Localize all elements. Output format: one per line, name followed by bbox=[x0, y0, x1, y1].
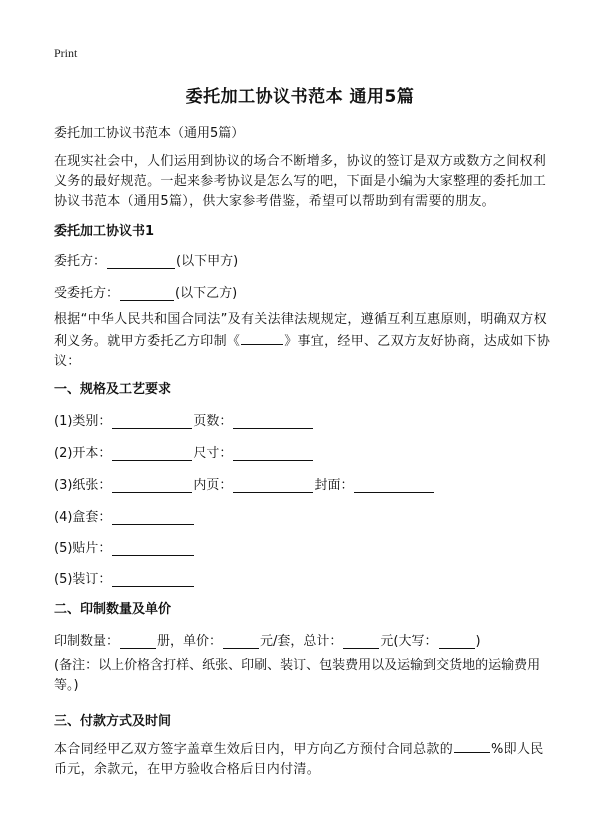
spec-heading: 一、规格及工艺要求 bbox=[54, 382, 172, 397]
box-blank bbox=[112, 510, 194, 525]
inner-blank bbox=[233, 478, 313, 493]
category-blank bbox=[112, 414, 192, 429]
payment-text-1: 本合同经甲乙双方签字盖章生效后日内，甲方向乙方预付合同总款的 bbox=[54, 742, 454, 757]
sticker-label: (5)贴片： bbox=[54, 541, 112, 556]
preamble-text-1: 根据“中华人民共和国合同法”及有关法律法规规定，遵循互利互惠原则，明确双方权利义务。就甲方委托乙方印制《 bbox=[54, 312, 547, 349]
cover-blank bbox=[354, 478, 434, 493]
yuan-caps-label: 元(大写： bbox=[380, 634, 438, 649]
category-label: (1)类别： bbox=[54, 414, 112, 429]
percent-blank bbox=[454, 738, 490, 753]
preamble-paragraph bbox=[54, 310, 554, 372]
caps-amount-blank bbox=[439, 634, 475, 649]
payment-heading: 三、付款方式及时间 bbox=[54, 714, 172, 729]
party-a-line bbox=[54, 250, 238, 269]
spec-row-6 bbox=[54, 568, 195, 587]
party-a-label: 委托方： bbox=[54, 254, 107, 269]
price-note: (备注：以上价格含打样、纸张、印刷、装订、包装费用以及运输到交货地的运输费用等。) bbox=[54, 658, 541, 693]
size-blank bbox=[233, 446, 313, 461]
spec-row-3 bbox=[54, 474, 435, 493]
close-paren: ) bbox=[475, 634, 481, 649]
preamble-text-2: 》事宜，经甲、乙双方友好协商，达成如下协议： bbox=[54, 334, 551, 369]
cover-label: 封面： bbox=[314, 478, 354, 493]
spec-row-1 bbox=[54, 410, 314, 429]
format-label: (2)开本： bbox=[54, 446, 112, 461]
page-title: 委托加工协议书范本 通用5篇 bbox=[185, 87, 415, 107]
document-subtitle: 委托加工协议书范本（通用5篇） bbox=[54, 126, 245, 141]
party-b-label: 受委托方： bbox=[54, 286, 120, 301]
binding-blank bbox=[112, 572, 194, 587]
book-title-blank bbox=[241, 330, 283, 345]
volume-label: 册，单价： bbox=[157, 634, 223, 649]
paper-blank bbox=[112, 478, 192, 493]
quantity-row bbox=[54, 630, 481, 649]
unit-price-blank bbox=[223, 634, 259, 649]
quantity-blank bbox=[120, 634, 156, 649]
quantity-heading: 二、印制数量及单价 bbox=[54, 602, 172, 617]
format-blank bbox=[112, 446, 192, 461]
party-b-line bbox=[54, 282, 237, 301]
binding-label: (5)装订： bbox=[54, 572, 112, 587]
quantity-label: 印制数量： bbox=[54, 634, 120, 649]
box-label: (4)盒套： bbox=[54, 510, 112, 525]
spec-row-5 bbox=[54, 537, 195, 556]
sticker-blank bbox=[112, 541, 194, 556]
size-label: 尺寸： bbox=[193, 446, 233, 461]
party-b-blank bbox=[120, 286, 174, 301]
print-link[interactable]: Print bbox=[54, 46, 78, 60]
payment-text-2: %即人民币元，余款元，在甲方验收合格后日内付清。 bbox=[54, 742, 544, 777]
paper-label: (3)纸张： bbox=[54, 478, 112, 493]
party-a-suffix: (以下甲方) bbox=[176, 254, 239, 269]
per-set-label: 元/套，总计： bbox=[260, 634, 343, 649]
total-blank bbox=[343, 634, 379, 649]
section-title: 委托加工协议书1 bbox=[54, 224, 155, 239]
inner-label: 内页： bbox=[193, 478, 233, 493]
party-b-suffix: (以下乙方) bbox=[175, 286, 238, 301]
intro-paragraph: 在现实社会中，人们运用到协议的场合不断增多，协议的签订是双方或数方之间权利义务的最好规范。一起来参考协议是怎么写的吧，下面是小编为大家整理的委托加工协议书范本（通用5篇），供大家参考借鉴，希望可以帮助到有需要的朋友。 bbox=[54, 154, 547, 209]
payment-paragraph bbox=[54, 738, 554, 780]
pages-label: 页数： bbox=[193, 414, 233, 429]
spec-row-2 bbox=[54, 442, 314, 461]
pages-blank bbox=[233, 414, 313, 429]
spec-row-4 bbox=[54, 506, 195, 525]
party-a-blank bbox=[107, 254, 175, 269]
